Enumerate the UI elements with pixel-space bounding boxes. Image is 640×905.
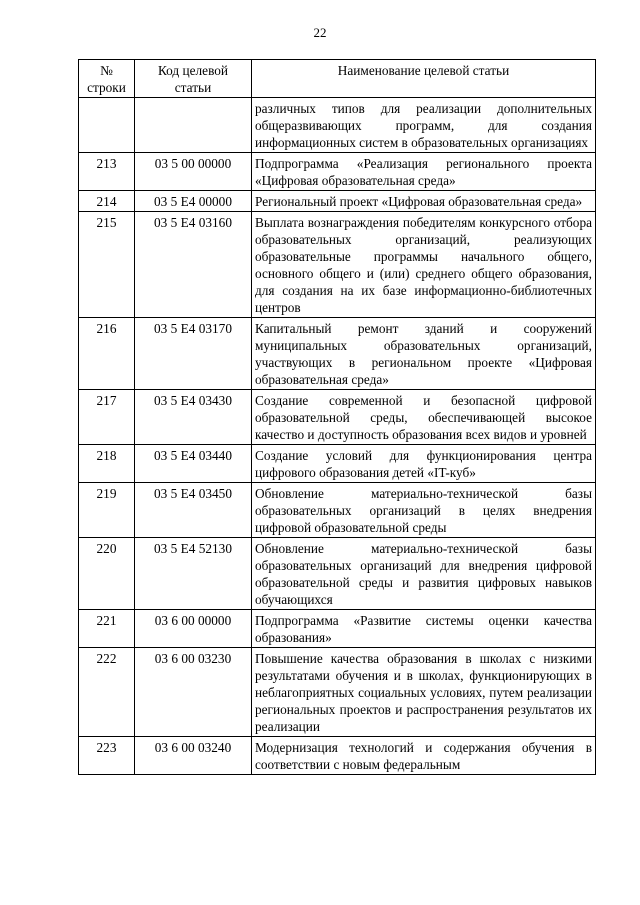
table-row: [79, 483, 596, 538]
target-code: 03 5 Е4 03160: [135, 212, 252, 318]
target-code: 03 5 Е4 03430: [135, 390, 252, 445]
row-number: 216: [79, 318, 135, 390]
target-code: 03 5 Е4 03170: [135, 318, 252, 390]
header-target-code-line2: статьи: [174, 80, 212, 95]
target-name: Модернизация технологий и содержания обучения в соответствии с новым федеральным: [252, 737, 596, 775]
row-number: 220: [79, 538, 135, 610]
target-code: 03 6 00 03240: [135, 737, 252, 775]
table-row: [79, 390, 596, 445]
row-number: 223: [79, 737, 135, 775]
table-row: [79, 212, 596, 318]
target-code: 03 5 Е4 03450: [135, 483, 252, 538]
target-name: Обновление материально-технической базы образовательных организаций для внедрения цифровой образовательной среды и развития цифровых навыков обучающихся: [252, 538, 596, 610]
table-row: [79, 318, 596, 390]
target-name: различных типов для реализации дополнительных общеразвивающих программ, для создания информационных систем в образовательных организациях: [252, 98, 596, 153]
table-row: [79, 648, 596, 737]
header-target-code-line1: Код целевой: [157, 63, 229, 78]
row-number: 213: [79, 153, 135, 191]
table-row: [79, 445, 596, 483]
target-articles-table: [78, 59, 596, 775]
row-number: 215: [79, 212, 135, 318]
target-name: Обновление материально-технической базы образовательных организаций в целях внедрения цифровой образовательной среды: [252, 483, 596, 538]
target-name: Подпрограмма «Развитие системы оценки качества образования»: [252, 610, 596, 648]
target-code: 03 5 Е4 52130: [135, 538, 252, 610]
row-number: 219: [79, 483, 135, 538]
target-name: Создание условий для функционирования центра цифрового образования детей «IT-куб»: [252, 445, 596, 483]
target-code: 03 5 Е4 03440: [135, 445, 252, 483]
header-target-code: [135, 60, 252, 98]
target-name: Повышение качества образования в школах с низкими результатами обучения и в школах, функционирующих в неблагоприятных социальных условиях, путем реализации региональных проектов и распространения результатов их реализации: [252, 648, 596, 737]
target-code: 03 5 00 00000: [135, 153, 252, 191]
table-row-continuation: [79, 98, 596, 153]
target-name: Подпрограмма «Реализация регионального проекта «Цифровая образовательная среда»: [252, 153, 596, 191]
target-code: [135, 98, 252, 153]
table-row: [79, 191, 596, 212]
table-row: [79, 153, 596, 191]
table-body: [79, 98, 596, 775]
target-code: 03 6 00 00000: [135, 610, 252, 648]
row-number: [79, 98, 135, 153]
target-name: Создание современной и безопасной цифровой образовательной среды, обеспечивающей высокое качество и доступность образования всех видов и уровней: [252, 390, 596, 445]
target-code: 03 6 00 03230: [135, 648, 252, 737]
header-row-number: [79, 60, 135, 98]
target-name: Региональный проект «Цифровая образовательная среда»: [252, 191, 596, 212]
table-row: [79, 610, 596, 648]
row-number: 214: [79, 191, 135, 212]
target-name: Капитальный ремонт зданий и сооружений муниципальных образовательных организаций, участвующих в региональном проекте «Цифровая образовательная среда»: [252, 318, 596, 390]
row-number: 218: [79, 445, 135, 483]
header-row-number-line1: №: [100, 63, 113, 78]
target-code: 03 5 Е4 00000: [135, 191, 252, 212]
page-number: 22: [313, 25, 327, 40]
table-row: [79, 538, 596, 610]
table-row: [79, 737, 596, 775]
row-number: 217: [79, 390, 135, 445]
table-header-row: [79, 60, 596, 98]
header-row-number-line2: строки: [87, 80, 126, 95]
row-number: 221: [79, 610, 135, 648]
target-name: Выплата вознаграждения победителям конкурсного отбора образовательных организаций, реализующих образовательные программы начального общего, основного общего и (или) среднего общего образования, для создания на их базе информационно-библиотечных центров: [252, 212, 596, 318]
header-target-name: Наименование целевой статьи: [252, 60, 596, 98]
row-number: 222: [79, 648, 135, 737]
